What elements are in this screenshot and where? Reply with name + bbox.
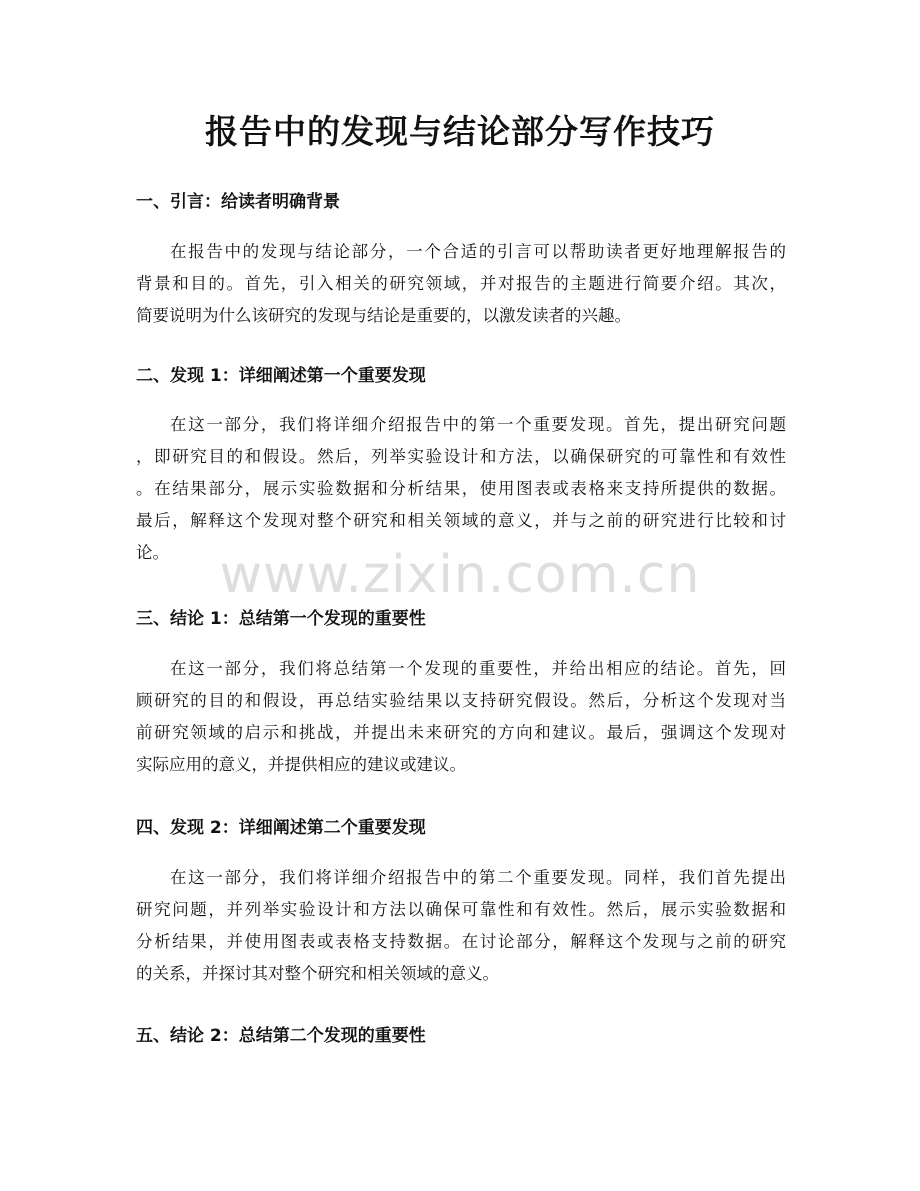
section-heading-3: 三、结论 1：总结第一个发现的重要性	[136, 609, 426, 629]
paragraph-line: 论。	[136, 543, 169, 562]
section-paragraph-3	[136, 653, 786, 781]
paragraph-line: 的关系，并探讨其对整个研究和相关领域的意义。	[136, 964, 499, 983]
section-heading-4: 四、发现 2：详细阐述第二个重要发现	[136, 818, 426, 838]
page-title: 报告中的发现与结论部分写作技巧	[205, 112, 715, 151]
paragraph-line: 前研究领域的启示和挑战，并提出未来研究的方向和建议。最后，强调这个发现对	[136, 723, 786, 742]
paragraph-line: 在这一部分，我们将总结第一个发现的重要性，并给出相应的结论。首先，回	[170, 659, 786, 678]
paragraph-line: 背景和目的。首先，引入相关的研究领域，并对报告的主题进行简要介绍。其次，	[136, 274, 786, 293]
paragraph-line: 。在结果部分，展示实验数据和分析结果，使用图表或表格来支持所提供的数据。	[136, 479, 786, 498]
watermark-text: www.zixin.com.cn	[219, 545, 701, 605]
section-heading-2: 二、发现 1：详细阐述第一个重要发现	[136, 366, 426, 386]
paragraph-line: ，即研究目的和假设。然后，列举实验设计和方法，以确保研究的可靠性和有效性	[136, 447, 786, 466]
section-paragraph-2	[136, 409, 786, 569]
paragraph-line: 简要说明为什么该研究的发现与结论是重要的，以激发读者的兴趣。	[136, 306, 631, 325]
paragraph-line: 在这一部分，我们将详细介绍报告中的第二个重要发现。同样，我们首先提出	[170, 868, 786, 887]
paragraph-line: 在这一部分，我们将详细介绍报告中的第一个重要发现。首先，提出研究问题	[170, 415, 786, 434]
section-paragraph-4	[136, 862, 786, 990]
paragraph-line: 分析结果，并使用图表或表格支持数据。在讨论部分，解释这个发现与之前的研究	[136, 932, 786, 951]
paragraph-line: 顾研究的目的和假设，再总结实验结果以支持研究假设。然后，分析这个发现对当	[136, 691, 786, 710]
paragraph-line: 研究问题，并列举实验设计和方法以确保可靠性和有效性。然后，展示实验数据和	[136, 900, 786, 919]
paragraph-line: 实际应用的意义，并提供相应的建议或建议。	[136, 755, 466, 774]
section-heading-5: 五、结论 2：总结第二个发现的重要性	[136, 1026, 426, 1046]
section-heading-1: 一、引言：给读者明确背景	[136, 192, 340, 212]
section-paragraph-1	[136, 236, 786, 332]
paragraph-line: 在报告中的发现与结论部分，一个合适的引言可以帮助读者更好地理解报告的	[170, 242, 786, 261]
paragraph-line: 最后，解释这个发现对整个研究和相关领域的意义，并与之前的研究进行比较和讨	[136, 511, 786, 530]
